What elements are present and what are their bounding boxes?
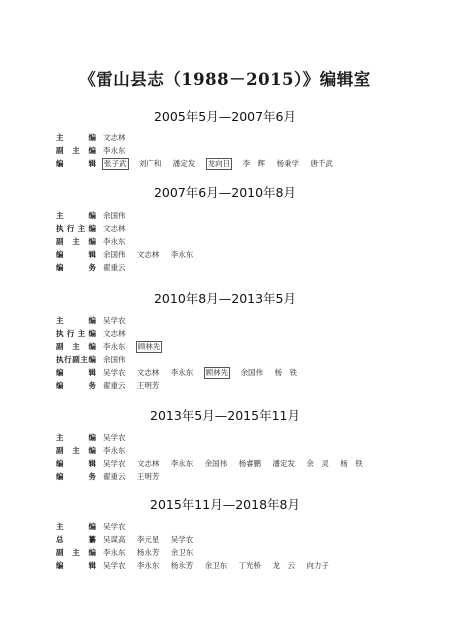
staff-name: 余国伟	[103, 211, 126, 220]
staff-name: 吴学农	[103, 561, 126, 570]
name-list	[102, 547, 201, 559]
name-list	[102, 223, 134, 235]
staff-name: 余 灵	[306, 459, 329, 468]
role-label: 执 行 主 编	[56, 224, 96, 233]
staff-row	[0, 328, 450, 340]
role-label: 编 辑	[56, 561, 96, 570]
role-label: 编 辑	[56, 250, 96, 259]
role-label: 编 务	[56, 381, 96, 390]
staff-name: 余国伟	[240, 368, 264, 377]
staff-row	[0, 223, 450, 235]
staff-row	[0, 132, 450, 144]
role-label: 副 主 编	[56, 446, 96, 455]
staff-name: 余卫东	[170, 548, 194, 557]
role-label: 主 编	[56, 522, 96, 531]
staff-name-boxed: 龙向日	[207, 159, 231, 168]
section-heading: 2013年5月—2015年11月	[150, 408, 300, 423]
staff-row	[0, 315, 450, 327]
staff-name: 龙 云	[272, 561, 295, 570]
staff-name: 李永东	[103, 548, 126, 557]
staff-row	[0, 380, 450, 392]
role-label: 编 辑	[56, 368, 96, 377]
staff-row	[0, 367, 450, 379]
name-list	[102, 367, 305, 379]
staff-row	[0, 236, 450, 248]
staff-name: 王明芳	[136, 472, 160, 481]
staff-name-boxed: 张子武	[104, 159, 127, 168]
staff-name: 翟重云	[103, 472, 126, 481]
role-label: 编 务	[56, 263, 96, 272]
staff-name: 杨永芳	[136, 548, 160, 557]
role-label: 总 纂	[56, 535, 96, 544]
staff-name: 吴学农	[170, 535, 194, 544]
section-heading: 2005年5月—2007年6月	[153, 109, 297, 124]
name-list	[102, 262, 134, 274]
document-title: 《雷山县志（1988－2015）》编辑室	[79, 70, 371, 89]
name-list	[102, 158, 341, 170]
role-label: 主 编	[56, 316, 96, 325]
staff-name: 吴学农	[103, 316, 126, 325]
role-label: 执 行 副 主 编	[56, 355, 96, 364]
staff-row	[0, 262, 450, 274]
name-list	[102, 354, 134, 366]
staff-row	[0, 210, 450, 222]
staff-name: 文志林	[103, 133, 126, 142]
staff-name: 文志林	[136, 459, 160, 468]
name-list	[102, 380, 167, 392]
name-list	[102, 521, 134, 533]
staff-row	[0, 354, 450, 366]
staff-name: 丁光桥	[238, 561, 262, 570]
name-list	[102, 145, 134, 157]
section-heading: 2015年11月—2018年8月	[150, 497, 300, 512]
role-label: 副 主 编	[56, 146, 96, 155]
name-list	[102, 341, 169, 353]
staff-name: 文志林	[103, 224, 126, 233]
staff-name: 李永东	[103, 446, 126, 455]
staff-name: 杨 铁	[340, 459, 363, 468]
staff-name: 文志林	[103, 329, 126, 338]
role-label: 主 编	[56, 211, 96, 220]
staff-name: 李永东	[136, 561, 160, 570]
staff-name: 吴学农	[103, 433, 126, 442]
name-list	[102, 445, 134, 457]
staff-row	[0, 471, 450, 483]
name-list	[102, 432, 134, 444]
staff-name: 李永东	[103, 146, 126, 155]
staff-name: 余国伟	[204, 459, 228, 468]
staff-name: 余国伟	[103, 355, 126, 364]
staff-name: 翟重云	[103, 263, 126, 272]
name-list	[102, 534, 201, 546]
role-label: 编 辑	[56, 159, 96, 168]
staff-name: 李元星	[136, 535, 160, 544]
staff-name: 王明芳	[136, 381, 160, 390]
staff-row	[0, 432, 450, 444]
staff-name: 杨永芳	[170, 561, 194, 570]
staff-name: 向力子	[306, 561, 329, 570]
staff-name: 余卫东	[204, 561, 228, 570]
staff-row	[0, 158, 450, 170]
staff-name: 李永东	[103, 237, 126, 246]
role-label: 编 务	[56, 472, 96, 481]
staff-row	[0, 547, 450, 559]
name-list	[102, 249, 201, 261]
staff-name: 李永东	[170, 250, 194, 259]
staff-row	[0, 560, 450, 572]
staff-name-boxed: 顾林先	[205, 368, 229, 377]
staff-name: 潘定发	[172, 159, 196, 168]
staff-row	[0, 445, 450, 457]
name-list	[102, 236, 134, 248]
name-list	[102, 458, 371, 470]
name-list	[102, 560, 337, 572]
staff-name: 李永东	[170, 368, 194, 377]
staff-name: 吴学农	[103, 459, 126, 468]
name-list	[102, 315, 134, 327]
staff-name: 杨秉学	[276, 159, 299, 168]
role-label: 主 编	[56, 433, 96, 442]
role-label: 副 主 编	[56, 342, 96, 351]
staff-row	[0, 534, 450, 546]
staff-name: 余国伟	[103, 250, 126, 259]
staff-row	[0, 458, 450, 470]
staff-row	[0, 249, 450, 261]
staff-name: 杨 铁	[274, 368, 297, 377]
staff-name: 李永东	[103, 342, 126, 351]
staff-name: 文志林	[136, 250, 160, 259]
staff-name: 翟重云	[103, 381, 126, 390]
name-list	[102, 210, 134, 222]
section-heading: 2007年6月—2010年8月	[153, 185, 297, 200]
staff-name: 文志林	[136, 368, 160, 377]
section-heading: 2010年8月—2013年5月	[153, 291, 297, 306]
staff-row	[0, 145, 450, 157]
name-list	[102, 132, 134, 144]
staff-row	[0, 341, 450, 353]
staff-name: 吴谋高	[103, 535, 126, 544]
role-label: 执 行 主 编	[56, 329, 96, 338]
staff-name: 李 辉	[242, 159, 266, 168]
role-label: 副 主 编	[56, 237, 96, 246]
name-list	[102, 471, 167, 483]
staff-name-boxed: 顾林先	[137, 342, 161, 351]
role-label: 主 编	[56, 133, 96, 142]
role-label: 副 主 编	[56, 548, 96, 557]
name-list	[102, 328, 134, 340]
role-label: 编 辑	[56, 459, 96, 468]
staff-name: 唐千武	[310, 159, 333, 168]
staff-name: 吴学农	[103, 368, 126, 377]
staff-name: 李永东	[170, 459, 194, 468]
staff-name: 吴学农	[103, 522, 126, 531]
staff-name: 刘广和	[138, 159, 162, 168]
staff-name: 杨睿鹏	[238, 459, 262, 468]
staff-row	[0, 521, 450, 533]
staff-name: 潘定发	[272, 459, 295, 468]
